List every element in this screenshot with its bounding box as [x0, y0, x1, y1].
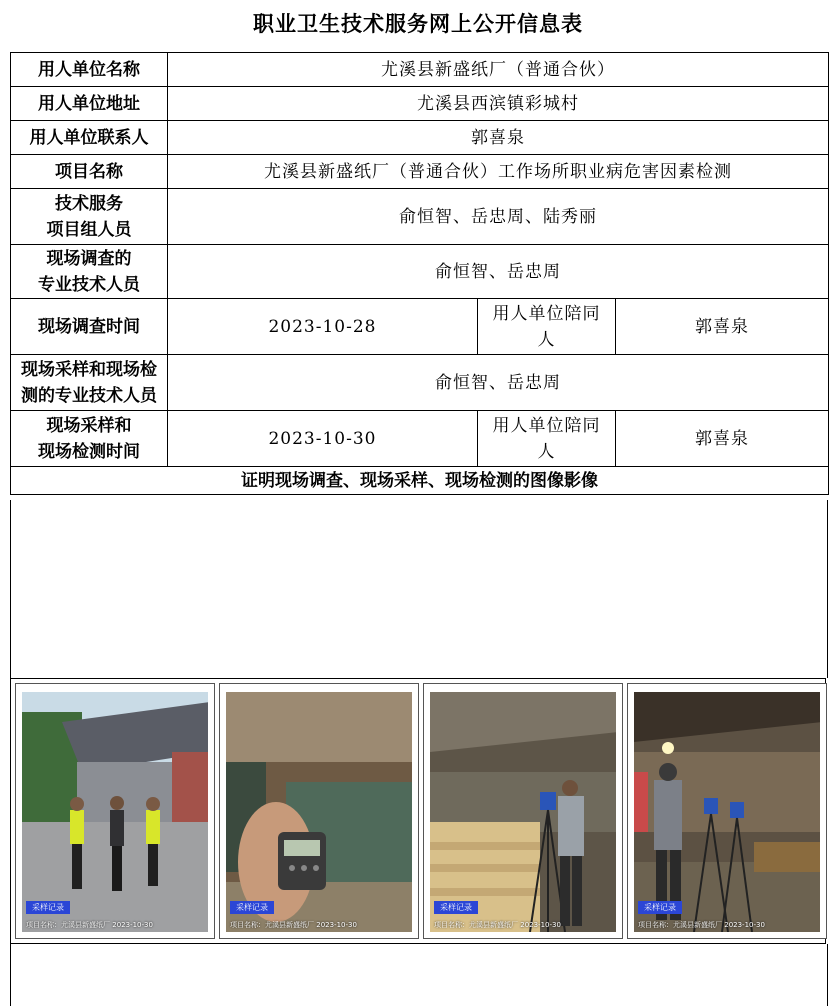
photo-frame [15, 683, 215, 939]
sampling-time-label-line1: 现场采样和 [46, 415, 132, 436]
team-value: 俞恒智、岳忠周、陆秀丽 [168, 189, 829, 245]
employer-name-value: 尤溪县新盛纸厂（普通合伙） [168, 53, 829, 87]
info-table [10, 52, 829, 495]
sampling-escort-label [478, 411, 616, 467]
row-employer-contact [11, 121, 829, 155]
sampling-time-label [11, 411, 168, 467]
sampling-scene-image-2 [634, 692, 820, 932]
page-title: 职业卫生技术服务网上公开信息表 [253, 11, 583, 36]
sampling-staff-value: 俞恒智、岳忠周 [168, 355, 829, 411]
survey-time-label: 现场调查时间 [11, 299, 168, 355]
instrument-scene-image [226, 692, 412, 932]
photo-caption-date: 2023-10-30 [316, 921, 357, 929]
photo-caption-date: 2023-10-30 [112, 921, 153, 929]
site-photo-instrument [226, 692, 412, 932]
record-badge: 采样记录 [434, 901, 478, 914]
employer-contact-value: 郭喜泉 [168, 121, 829, 155]
survey-escort-value: 郭喜泉 [616, 299, 829, 355]
photos-heading: 证明现场调查、现场采样、现场检测的图像影像 [11, 467, 829, 495]
row-project-name [11, 155, 829, 189]
row-employer-address [11, 87, 829, 121]
record-badge: 采样记录 [230, 901, 274, 914]
photo-caption-date: 2023-10-30 [520, 921, 561, 929]
row-photos-heading [11, 467, 829, 495]
record-badge: 采样记录 [638, 901, 682, 914]
employer-name-label: 用人单位名称 [11, 53, 168, 87]
photo-caption [26, 921, 153, 929]
survey-date: 2023-10-28 [168, 299, 478, 355]
photo-caption [434, 921, 561, 929]
site-photo-sampling-1 [430, 692, 616, 932]
team-label-line1: 技术服务 [55, 193, 123, 214]
employer-address-value: 尤溪县西滨镇彩城村 [168, 87, 829, 121]
row-sampling-time [11, 411, 829, 467]
photo-strip [10, 678, 826, 944]
blank-area [10, 500, 828, 678]
photo-frame [423, 683, 623, 939]
sampling-staff-label-line1: 现场采样和现场检 [21, 359, 157, 380]
photo-frame [219, 683, 419, 939]
project-name-value: 尤溪县新盛纸厂（普通合伙）工作场所职业病危害因素检测 [168, 155, 829, 189]
survey-staff-label [11, 245, 168, 299]
photo-caption-project: 项目名称：尤溪县新盛纸厂 [230, 921, 314, 929]
sampling-staff-label [11, 355, 168, 411]
record-badge: 采样记录 [26, 901, 70, 914]
row-survey-time [11, 299, 829, 355]
sampling-escort-label-line2: 人 [537, 441, 556, 462]
bottom-blank-area [10, 944, 828, 1006]
photo-caption-project: 项目名称：尤溪县新盛纸厂 [638, 921, 722, 929]
row-employer-name [11, 53, 829, 87]
photo-caption [638, 921, 765, 929]
survey-escort-label-line2: 人 [537, 329, 556, 350]
sampling-staff-label-line2: 测的专业技术人员 [21, 385, 157, 406]
sampling-escort-label-line1: 用人单位陪同 [492, 415, 601, 436]
photo-caption-project: 项目名称：尤溪县新盛纸厂 [26, 921, 110, 929]
sampling-scene-image-1 [430, 692, 616, 932]
photo-caption-date: 2023-10-30 [724, 921, 765, 929]
photo-caption-project: 项目名称：尤溪县新盛纸厂 [434, 921, 518, 929]
team-label [11, 189, 168, 245]
site-photo-sampling-2 [634, 692, 820, 932]
team-label-line2: 项目组人员 [46, 219, 132, 240]
employer-contact-label: 用人单位联系人 [11, 121, 168, 155]
outdoor-scene-image [22, 692, 208, 932]
sampling-time-label-line2: 现场检测时间 [38, 441, 140, 462]
survey-staff-label-line2: 专业技术人员 [38, 274, 140, 295]
photo-caption [230, 921, 357, 929]
photo-frame [627, 683, 827, 939]
row-sampling-staff [11, 355, 829, 411]
survey-staff-label-line1: 现场调查的 [46, 248, 132, 269]
survey-escort-label [478, 299, 616, 355]
row-survey-staff [11, 245, 829, 299]
row-team [11, 189, 829, 245]
employer-address-label: 用人单位地址 [11, 87, 168, 121]
site-photo-outdoor [22, 692, 208, 932]
survey-escort-label-line1: 用人单位陪同 [492, 303, 601, 324]
project-name-label: 项目名称 [11, 155, 168, 189]
survey-staff-value: 俞恒智、岳忠周 [168, 245, 829, 299]
sampling-date: 2023-10-30 [168, 411, 478, 467]
sampling-escort-value: 郭喜泉 [616, 411, 829, 467]
